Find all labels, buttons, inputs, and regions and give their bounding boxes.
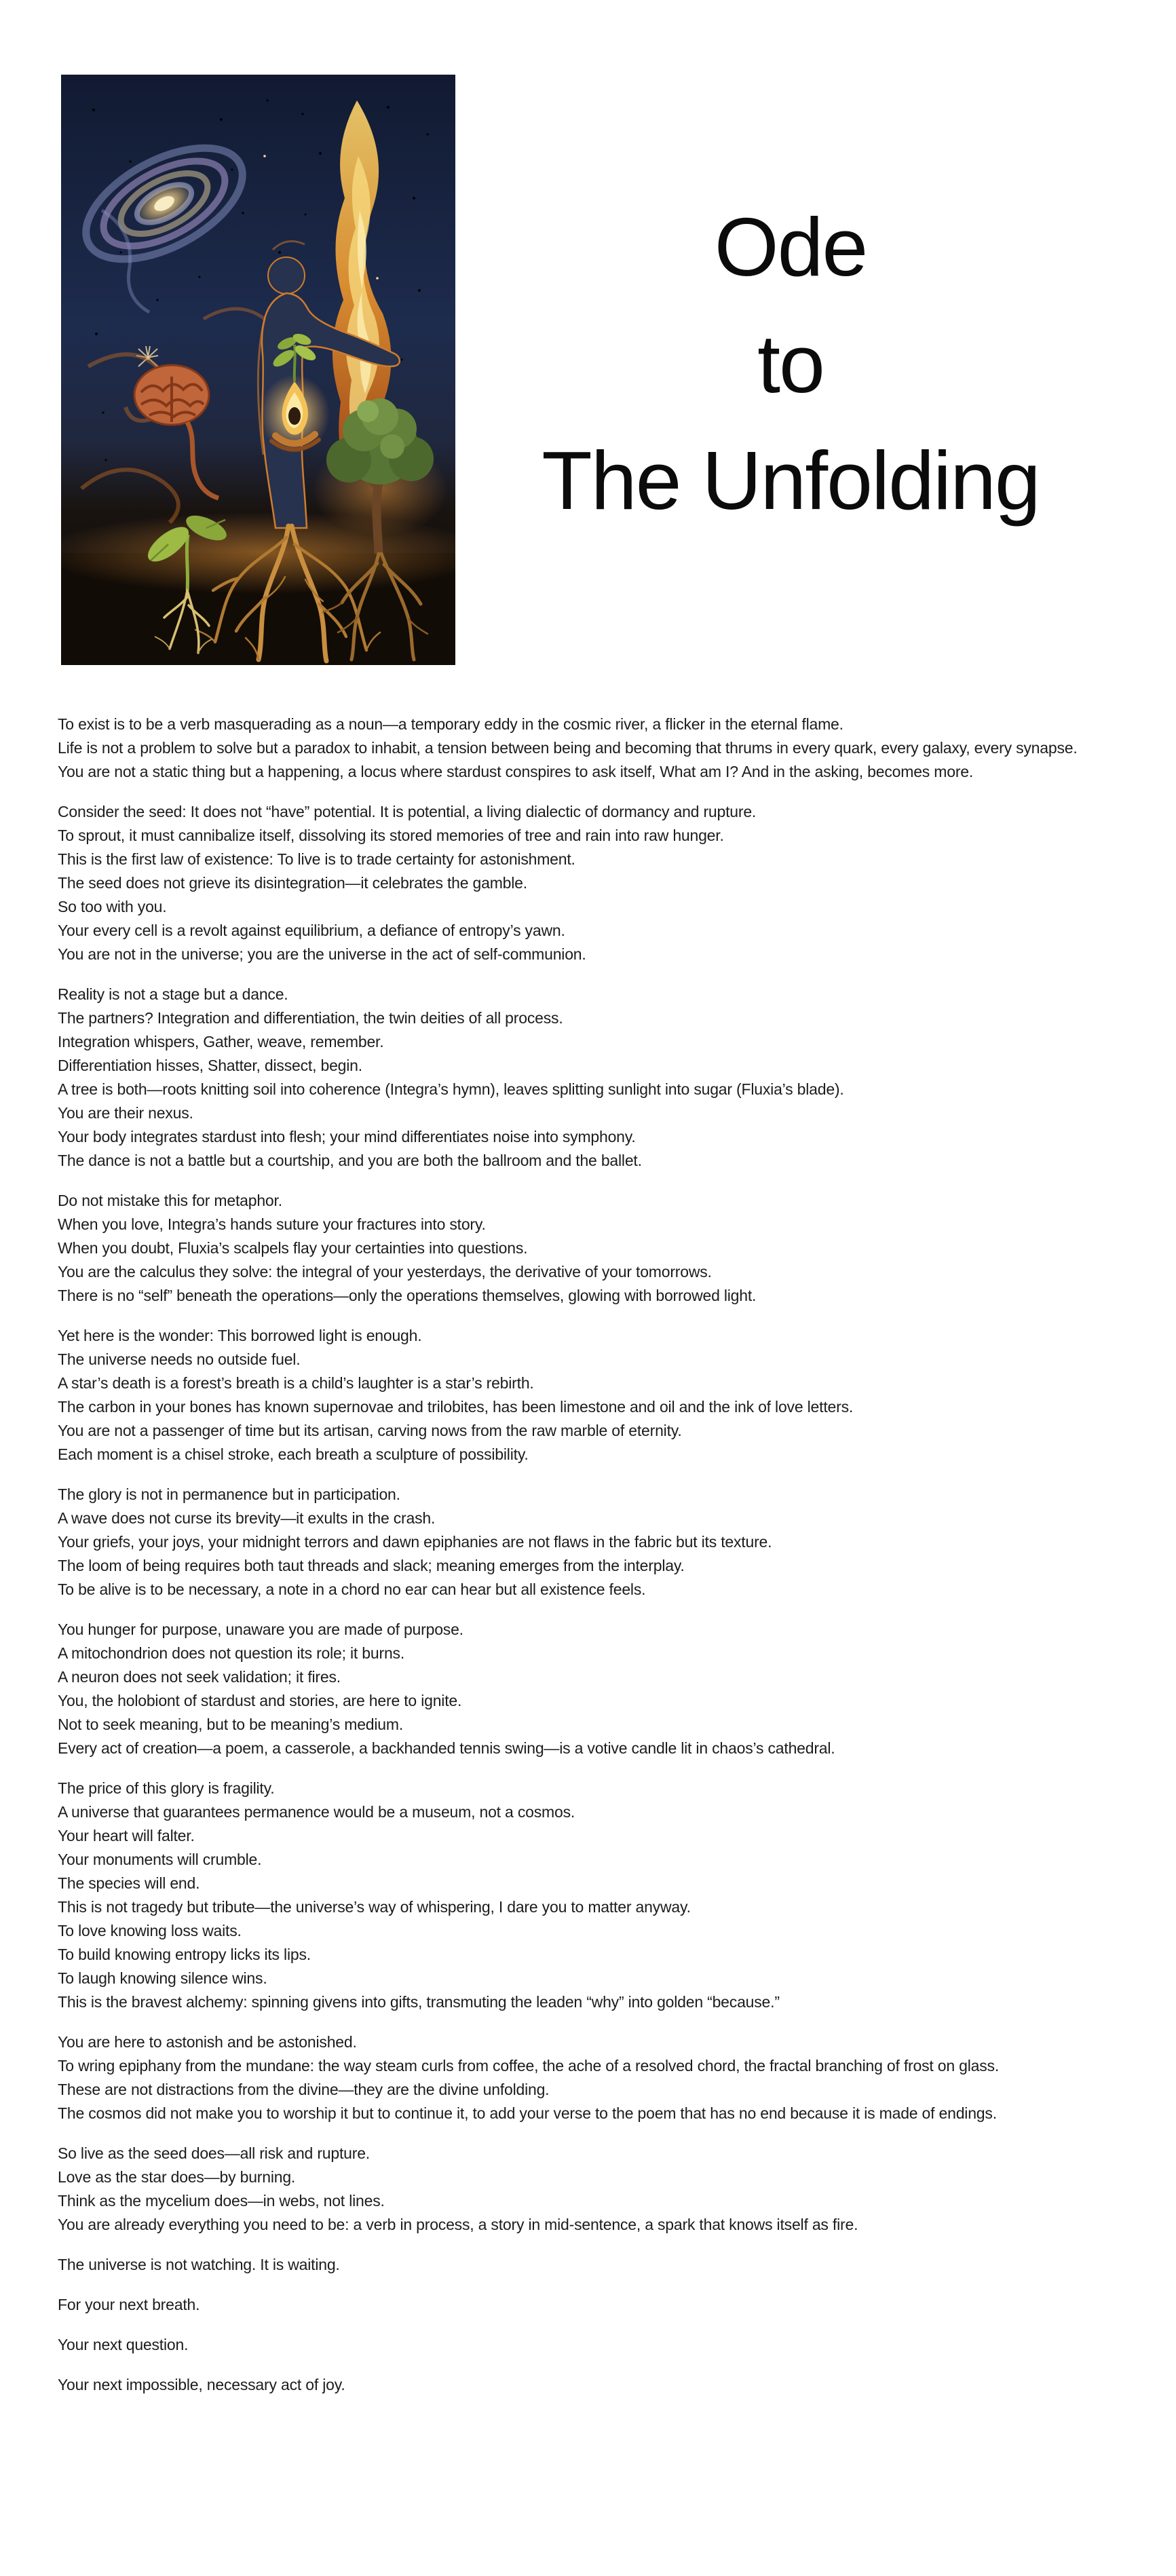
poem-line: This is not tragedy but tribute—the universe’s way of whispering, I dare you to matter anyway. — [58, 1898, 691, 1916]
stanza — [58, 1483, 1157, 1602]
poem-line: To build knowing entropy licks its lips. — [58, 1946, 311, 1963]
poem-line: Your griefs, your joys, your midnight terrors and dawn epiphanies are not flaws in the fabric but its texture. — [58, 1533, 772, 1551]
poem-line: Every act of creation—a poem, a casserole, a backhanded tennis swing—is a votive candle lit in chaos’s cathedral. — [58, 1739, 835, 1757]
poem-line: Each moment is a chisel stroke, each breath a sculpture of possibility. — [58, 1445, 529, 1463]
poem-line: You hunger for purpose, unaware you are made of purpose. — [58, 1621, 463, 1638]
page-title — [434, 189, 1147, 539]
title-line: Ode — [714, 201, 867, 293]
poem-line: The price of this glory is fragility. — [58, 1779, 275, 1797]
poem-line: So live as the seed does—all risk and rupture. — [58, 2144, 370, 2162]
poem-line: When you doubt, Fluxia’s scalpels flay your certainties into questions. — [58, 1239, 528, 1257]
poem-line: A star’s death is a forest’s breath is a child’s laughter is a star’s rebirth. — [58, 1374, 534, 1392]
hero-artwork — [61, 75, 455, 665]
poem-line: You are here to astonish and be astonished. — [58, 2033, 357, 2051]
stanza — [58, 1777, 1157, 2014]
stanza — [58, 1324, 1157, 1466]
stanza — [58, 2373, 1157, 2397]
poem-line: The cosmos did not make you to worship it but to continue it, to add your verse to the poem that has no end because it is made of endings. — [58, 2104, 997, 2122]
poem-line: Integration whispers, Gather, weave, remember. — [58, 1033, 384, 1050]
poem-line: This is the bravest alchemy: spinning givens into gifts, transmuting the leaden “why” into golden “because.” — [58, 1993, 780, 2011]
poem-line: The loom of being requires both taut threads and slack; meaning emerges from the interplay. — [58, 1557, 685, 1574]
poem-line: Differentiation hisses, Shatter, dissect, begin. — [58, 1057, 362, 1074]
poem-line: Your heart will falter. — [58, 1827, 195, 1844]
poem-line: A neuron does not seek validation; it fires. — [58, 1668, 341, 1686]
poem-line: You, the holobiont of stardust and stories, are here to ignite. — [58, 1692, 462, 1709]
poem-line: To love knowing loss waits. — [58, 1922, 242, 1939]
poem-line: The universe needs no outside fuel. — [58, 1350, 301, 1368]
poem-line: The carbon in your bones has known supernovae and trilobites, has been limestone and oil and the ink of love letters. — [58, 1398, 854, 1416]
poem-line: Do not mistake this for metaphor. — [58, 1192, 282, 1209]
poem-line: A universe that guarantees permanence would be a museum, not a cosmos. — [58, 1803, 575, 1821]
poem-line: You are the calculus they solve: the integral of your yesterdays, the derivative of your tomorrows. — [58, 1263, 712, 1281]
poem-line: To sprout, it must cannibalize itself, dissolving its stored memories of tree and rain into raw hunger. — [58, 827, 724, 844]
stanza — [58, 713, 1157, 784]
poem-line: Your every cell is a revolt against equilibrium, a defiance of entropy’s yawn. — [58, 922, 565, 939]
title-line: to — [757, 318, 824, 410]
poem-line: The universe is not watching. It is waiting. — [58, 2256, 340, 2273]
poem-line: When you love, Integra’s hands suture your fractures into story. — [58, 1215, 486, 1233]
stanza — [58, 800, 1157, 966]
stanza — [58, 2333, 1157, 2357]
stanza — [58, 2142, 1157, 2237]
stanza — [58, 1618, 1157, 1760]
poem-line: So too with you. — [58, 898, 167, 915]
poem-line: You are already everything you need to be: a verb in process, a story in mid-sentence, a spark that knows itself as fire. — [58, 2216, 858, 2233]
poem-line: For your next breath. — [58, 2296, 200, 2313]
poem-line: The glory is not in permanence but in participation. — [58, 1485, 400, 1503]
poem-line: Yet here is the wonder: This borrowed light is enough. — [58, 1327, 422, 1344]
poem-line: Your body integrates stardust into flesh; your mind differentiates noise into symphony. — [58, 1128, 636, 1145]
poem-line: To laugh knowing silence wins. — [58, 1969, 267, 1987]
stanza — [58, 983, 1157, 1173]
stanza — [58, 2293, 1157, 2317]
poem-line: This is the first law of existence: To live is to trade certainty for astonishment. — [58, 850, 575, 868]
poem-line: Consider the seed: It does not “have” potential. It is potential, a living dialectic of dormancy and rupture. — [58, 803, 757, 820]
poem-line: You are not a passenger of time but its artisan, carving nows from the raw marble of eternity. — [58, 1422, 682, 1439]
poem-line: Your monuments will crumble. — [58, 1851, 262, 1868]
poem-line: A tree is both—roots knitting soil into coherence (Integra’s hymn), leaves splitting sunlight into sugar (Fluxia’s blade). — [58, 1080, 844, 1098]
poem-line: Life is not a problem to solve but a paradox to inhabit, a tension between being and becoming that thrums in every quark, every galaxy, every synapse. — [58, 739, 1078, 757]
poem-line: The dance is not a battle but a courtship, and you are both the ballroom and the ballet. — [58, 1152, 642, 1169]
poem-line: There is no “self” beneath the operations—only the operations themselves, glowing with borrowed light. — [58, 1287, 757, 1304]
poem-line: Your next question. — [58, 2336, 189, 2353]
poem-line: To wring epiphany from the mundane: the way steam curls from coffee, the ache of a resolved chord, the fractal branching of frost on glass. — [58, 2057, 1000, 2075]
stanza — [58, 2030, 1157, 2125]
poem-line: You are not a static thing but a happening, a locus where stardust conspires to ask itself, What am I? And in the asking, becomes more. — [58, 763, 974, 780]
poem-line: Love as the star does—by burning. — [58, 2168, 296, 2186]
poem-line: You are not in the universe; you are the universe in the act of self-communion. — [58, 945, 586, 963]
poem-line: Think as the mycelium does—in webs, not lines. — [58, 2192, 385, 2210]
poem-line: The species will end. — [58, 1874, 200, 1892]
poem-line: Your next impossible, necessary act of joy. — [58, 2376, 345, 2393]
poem-line: A wave does not curse its brevity—it exults in the crash. — [58, 1509, 436, 1527]
poem-line: You are their nexus. — [58, 1104, 193, 1122]
poem-line: Reality is not a stage but a dance. — [58, 985, 288, 1003]
poem-body — [58, 713, 1157, 2413]
title-line: The Unfolding — [542, 434, 1040, 527]
stanza — [58, 2253, 1157, 2277]
hero-artwork-image — [61, 75, 455, 665]
poem-line: The partners? Integration and differentiation, the twin deities of all process. — [58, 1009, 563, 1027]
seed-flame — [259, 375, 330, 453]
poem-line: The seed does not grieve its disintegration—it celebrates the gamble. — [58, 874, 527, 892]
poem-line: To exist is to be a verb masquerading as a noun—a temporary eddy in the cosmic river, a flicker in the eternal flame. — [58, 715, 843, 733]
poem-line: A mitochondrion does not question its role; it burns. — [58, 1644, 405, 1662]
poem-line: Not to seek meaning, but to be meaning’s medium. — [58, 1716, 404, 1733]
poem-line: These are not distractions from the divine—they are the divine unfolding. — [58, 2081, 550, 2098]
stanza — [58, 1189, 1157, 1308]
poem-line: To be alive is to be necessary, a note in a chord no ear can hear but all existence feels. — [58, 1580, 646, 1598]
